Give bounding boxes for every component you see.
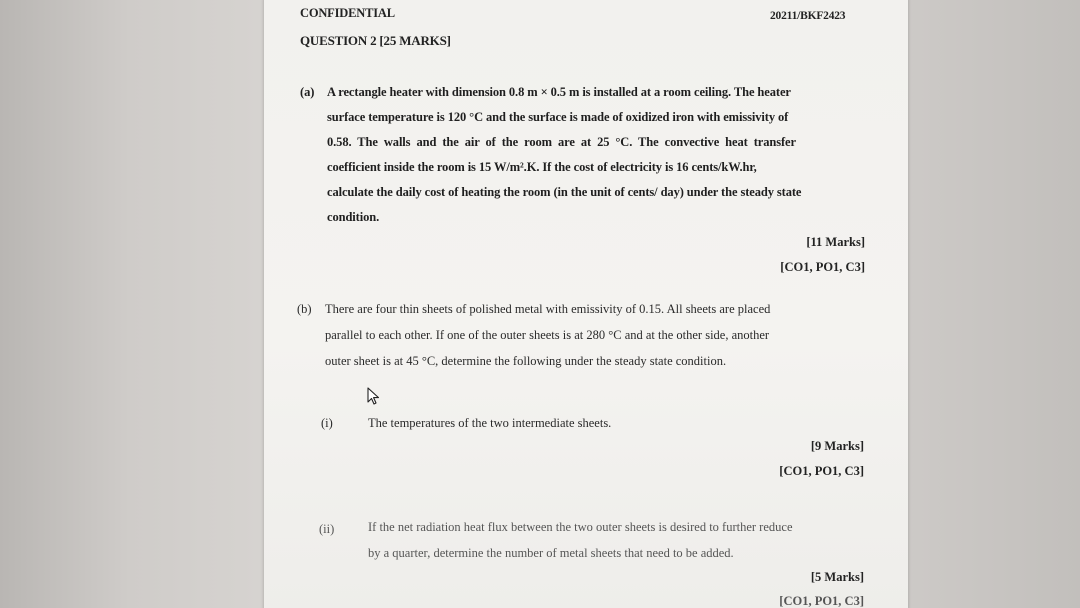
part-a-line: condition.	[327, 210, 380, 224]
part-a-line: calculate the daily cost of heating the room (in the unit of cents/ day) under the steady state	[327, 185, 802, 199]
confidential-label: CONFIDENTIAL	[300, 6, 395, 20]
question-title: QUESTION 2 [25 MARKS]	[300, 33, 451, 48]
part-a-line: 0.58. The walls and the air of the room are at 25 °C. The convective heat transfer	[327, 135, 796, 149]
exam-page	[264, 0, 908, 608]
course-code: 20211/BKF2423	[770, 10, 846, 22]
mouse-pointer-icon	[367, 387, 381, 405]
part-a-marks: [11 Marks]	[806, 235, 865, 249]
sub-i-text: The temperatures of the two intermediate sheets.	[368, 416, 612, 430]
part-b-line: outer sheet is at 45 °C, determine the following under the steady state condition.	[325, 354, 727, 368]
part-a-label: (a)	[300, 85, 315, 99]
sub-i-outcomes: [CO1, PO1, C3]	[779, 464, 864, 478]
sub-ii-marks: [5 Marks]	[810, 570, 864, 584]
part-a-line: coefficient inside the room is 15 W/m².K. If the cost of electricity is 16 cents/kW.hr,	[327, 160, 757, 174]
sub-ii-line: by a quarter, determine the number of metal sheets that need to be added.	[368, 546, 734, 560]
part-b-line: parallel to each other. If one of the outer sheets is at 280 °C and at the other side, another	[325, 328, 770, 342]
part-b-label: (b)	[297, 302, 312, 316]
sub-ii-outcomes: [CO1, PO1, C3]	[779, 594, 864, 608]
part-a-line: A rectangle heater with dimension 0.8 m × 0.5 m is installed at a room ceiling. The heater	[327, 85, 791, 99]
part-a-outcomes: [CO1, PO1, C3]	[780, 260, 865, 274]
part-a-line: surface temperature is 120 °C and the surface is made of oxidized iron with emissivity of	[327, 110, 789, 124]
sub-i-marks: [9 Marks]	[810, 439, 864, 453]
sub-ii-label: (ii)	[319, 522, 335, 536]
sub-ii-line: If the net radiation heat flux between the two outer sheets is desired to further reduce	[368, 520, 793, 534]
part-b-line: There are four thin sheets of polished metal with emissivity of 0.15. All sheets are placed	[325, 302, 771, 316]
sub-i-label: (i)	[321, 416, 333, 430]
